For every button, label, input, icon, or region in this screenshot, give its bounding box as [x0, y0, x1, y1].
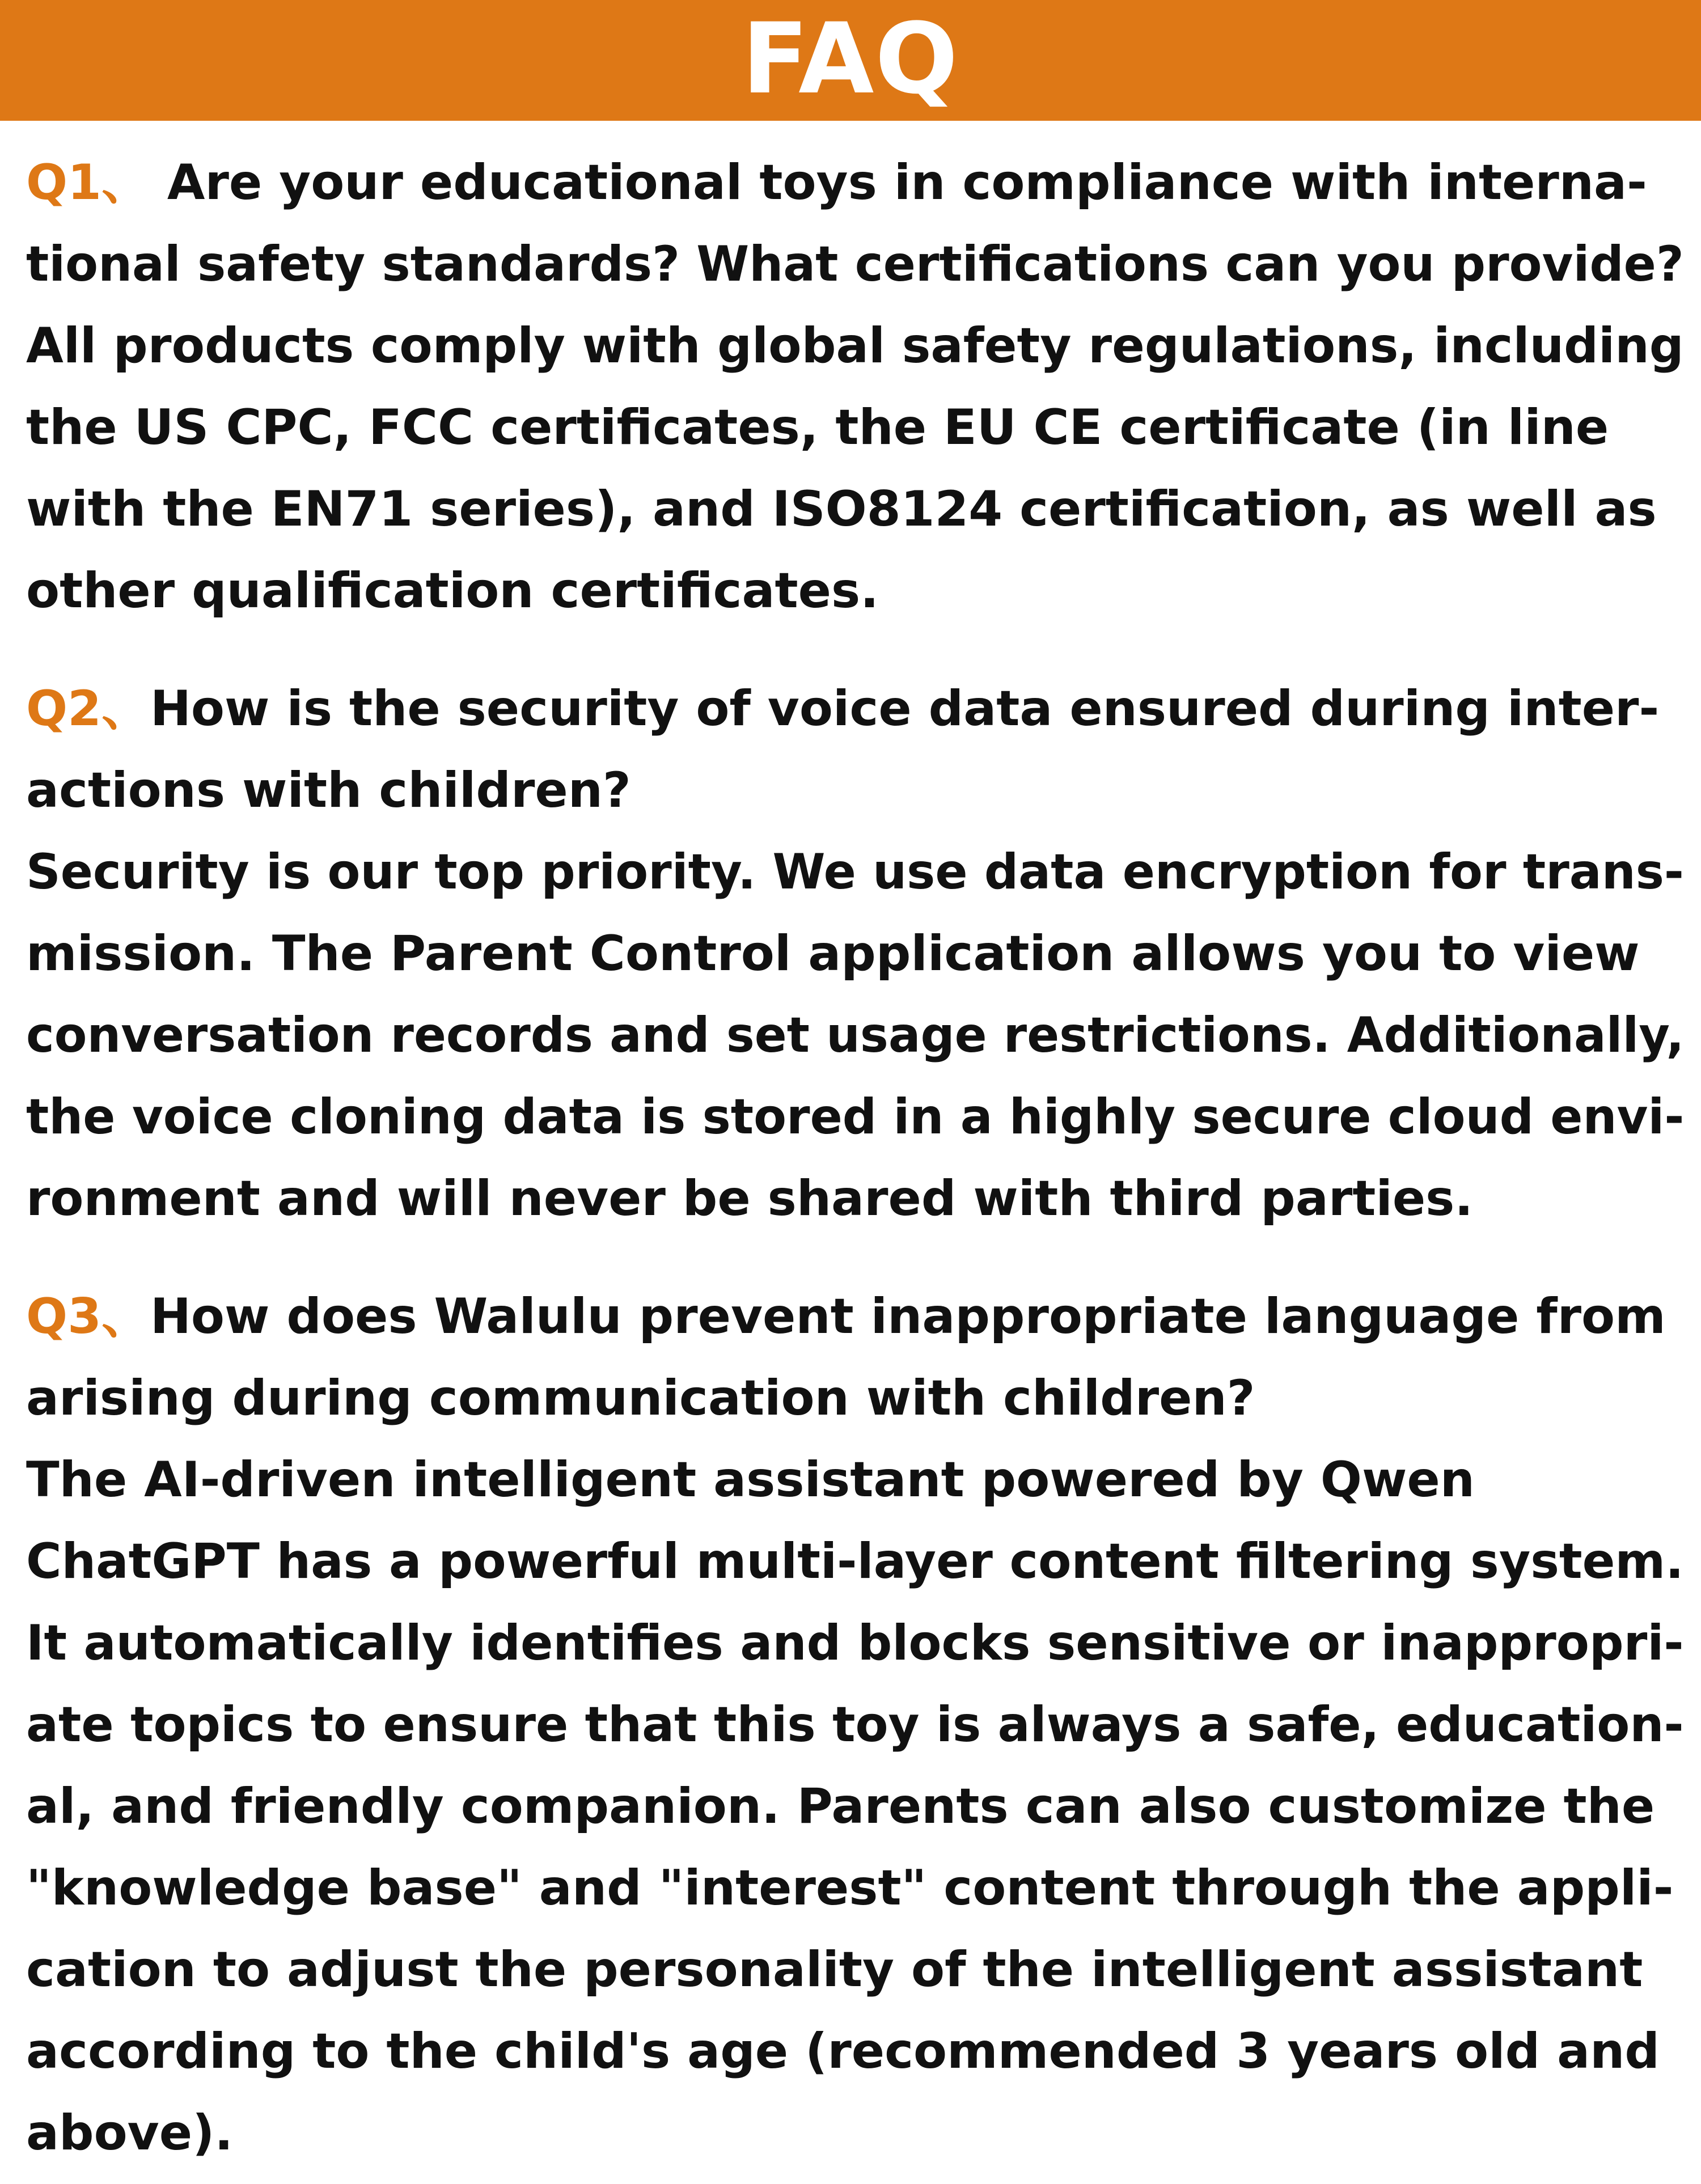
answer-line: ChatGPT has a powerful multi-layer content filtering system.	[26, 1533, 1684, 1590]
question-line: actions with children?	[26, 762, 631, 819]
answer-line: It automatically identifies and blocks sensitive or inappropri-	[26, 1615, 1684, 1671]
faq-list	[26, 142, 1685, 2174]
answer-line: ronment and will never be shared with third parties.	[26, 1170, 1474, 1227]
question-tag: Q1、	[26, 154, 150, 211]
question-line	[26, 1276, 1682, 1357]
question-text: Are your educational toys in compliance with interna-	[167, 154, 1647, 211]
answer-line: the voice cloning data is stored in a highly secure cloud envi-	[26, 1089, 1685, 1145]
faq-item-q3	[26, 1276, 1682, 2174]
question-text: How is the security of voice data ensured during inter-	[150, 680, 1660, 737]
faq-header-banner	[0, 0, 1701, 121]
answer-line: ate topics to ensure that this toy is always a safe, education-	[26, 1696, 1684, 1753]
answer-line: "knowledge base" and "interest" content through the appli-	[26, 1860, 1674, 1916]
faq-item-q2	[26, 668, 1685, 1239]
answer-line: al, and friendly companion. Parents can also customize the	[26, 1778, 1655, 1835]
question-tag: Q2、	[26, 680, 150, 737]
question-line: arising during communication with children?	[26, 1370, 1255, 1427]
answer-line: other qualification certificates.	[26, 562, 879, 619]
page-title: FAQ	[742, 1, 959, 116]
answer-line: mission. The Parent Control application allows you to view	[26, 925, 1640, 982]
answer-line: All products comply with global safety regulations, including	[26, 318, 1684, 374]
question-tag: Q3、	[26, 1288, 150, 1345]
answer-line: Security is our top priority. We use data encryption for trans-	[26, 844, 1684, 900]
answer-line: with the EN71 series), and ISO8124 certification, as well as	[26, 481, 1657, 537]
faq-item-q1	[26, 142, 1682, 632]
answer-line: the US CPC, FCC certificates, the EU CE certificate (in line	[26, 399, 1609, 456]
answer-line: above).	[26, 2105, 234, 2161]
question-line: tional safety standards? What certifications can you provide?	[26, 236, 1684, 293]
question-line	[26, 668, 1682, 750]
question-line	[26, 142, 1682, 223]
answer-line: according to the child's age (recommended 3 years old and	[26, 2023, 1660, 2080]
question-text: How does Walulu prevent inappropriate language from	[150, 1288, 1666, 1345]
answer-line: The AI-driven intelligent assistant powered by Qwen	[26, 1451, 1475, 1508]
answer-line: cation to adjust the personality of the intelligent assistant	[26, 1941, 1643, 1998]
answer-line: conversation records and set usage restrictions. Additionally,	[26, 1007, 1685, 1064]
